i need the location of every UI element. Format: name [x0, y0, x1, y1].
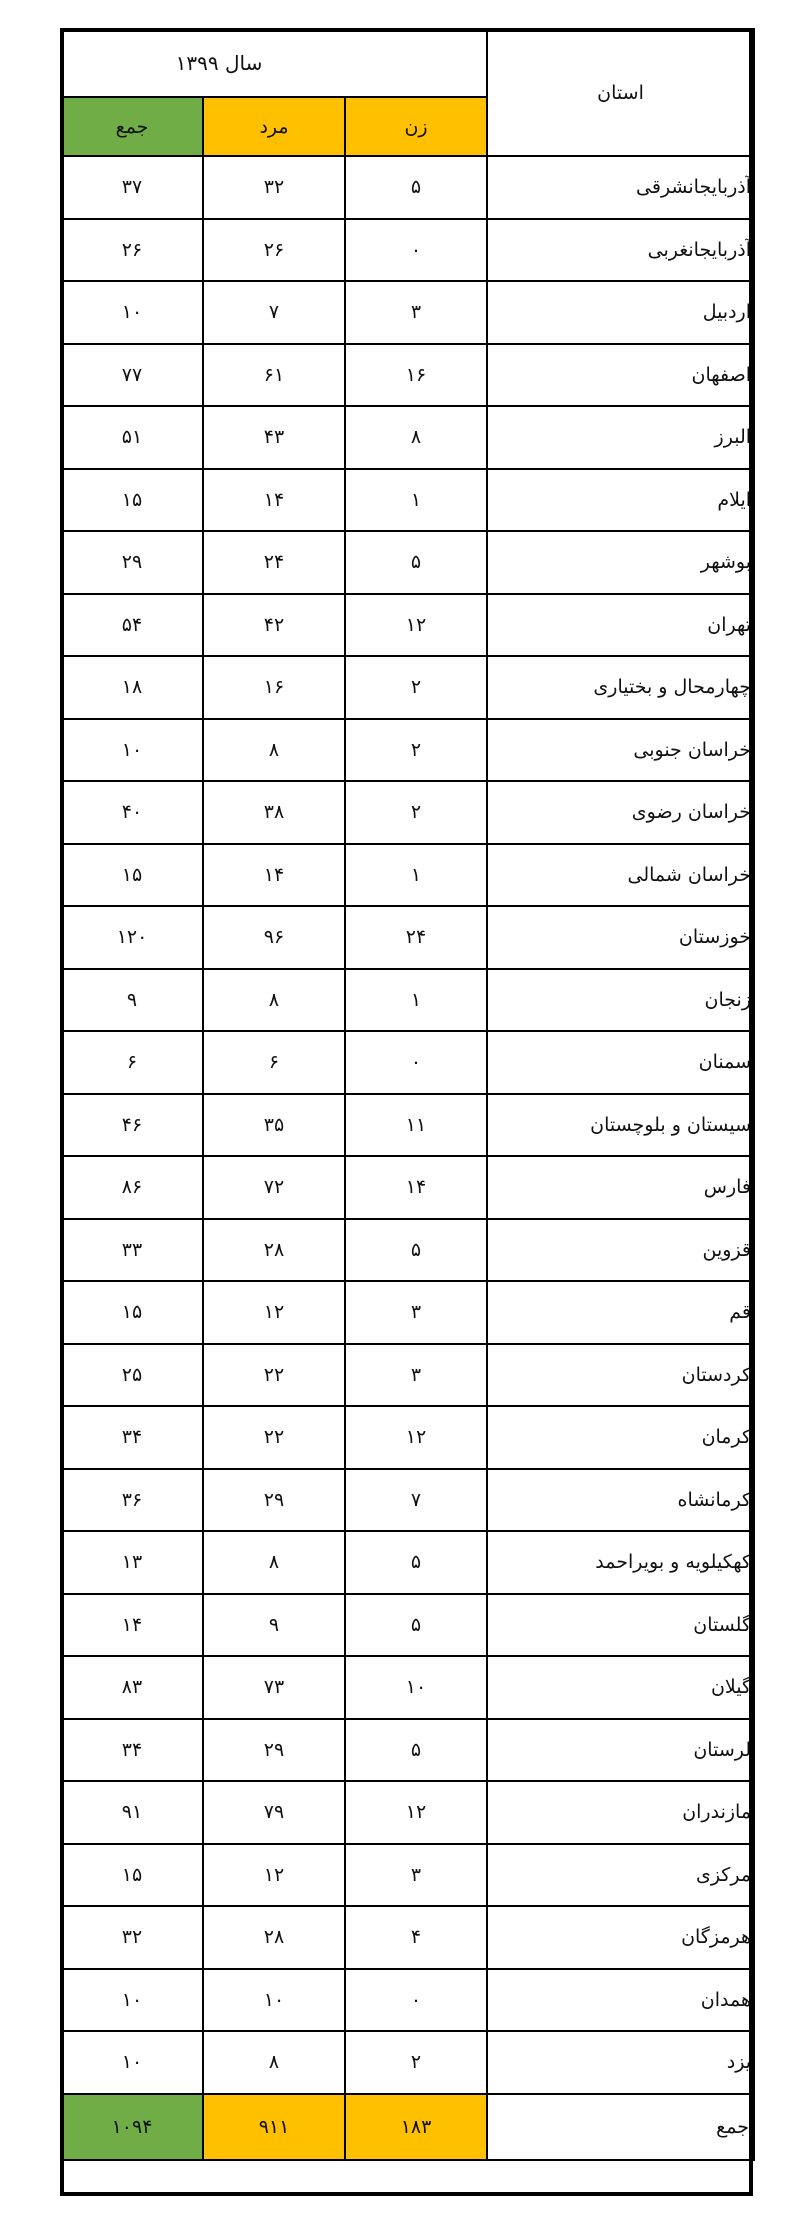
- women-cell: ۱۴: [345, 1156, 487, 1219]
- women-cell: ۳: [345, 1344, 487, 1407]
- men-cell: ۸: [203, 2031, 345, 2094]
- total-cell: ۴۶: [61, 1094, 203, 1157]
- men-cell: ۲۲: [203, 1406, 345, 1469]
- totals-label: جمع: [487, 2094, 754, 2160]
- province-cell: مرکزی: [487, 1844, 754, 1907]
- men-cell: ۶: [203, 1031, 345, 1094]
- men-cell: ۱۲: [203, 1844, 345, 1907]
- province-cell: آذربایجانغربی: [487, 219, 754, 282]
- men-cell: ۴۳: [203, 406, 345, 469]
- total-cell: ۱۵: [61, 469, 203, 532]
- women-cell: ۴: [345, 1906, 487, 1969]
- women-cell: ۵: [345, 1531, 487, 1594]
- province-cell: کرمانشاه: [487, 1469, 754, 1532]
- men-cell: ۲۹: [203, 1719, 345, 1782]
- women-cell: ۱: [345, 844, 487, 907]
- province-cell: تهران: [487, 594, 754, 657]
- men-cell: ۱۴: [203, 469, 345, 532]
- total-cell: ۱۲۰: [61, 906, 203, 969]
- total-cell: ۱۰: [61, 1969, 203, 2032]
- total-cell: ۸۶: [61, 1156, 203, 1219]
- province-cell: اصفهان: [487, 344, 754, 407]
- women-cell: ۱: [345, 469, 487, 532]
- men-cell: ۹۶: [203, 906, 345, 969]
- men-cell: ۲۸: [203, 1906, 345, 1969]
- total-cell: ۴۰: [61, 781, 203, 844]
- total-cell: ۳۴: [61, 1406, 203, 1469]
- women-total-cell: ۱۸۳: [345, 2094, 487, 2160]
- men-cell: ۸: [203, 969, 345, 1032]
- women-cell: ۳: [345, 281, 487, 344]
- women-cell: ۵: [345, 156, 487, 219]
- province-cell: بوشهر: [487, 531, 754, 594]
- total-cell: ۱۵: [61, 1844, 203, 1907]
- total-cell: ۳۶: [61, 1469, 203, 1532]
- women-cell: ۱: [345, 969, 487, 1032]
- women-cell: ۳: [345, 1844, 487, 1907]
- province-cell: همدان: [487, 1969, 754, 2032]
- men-cell: ۷۹: [203, 1781, 345, 1844]
- women-cell: ۱۲: [345, 594, 487, 657]
- men-cell: ۱۲: [203, 1281, 345, 1344]
- men-cell: ۱۶: [203, 656, 345, 719]
- province-cell: آذربایجانشرقی: [487, 156, 754, 219]
- total-cell: ۹۱: [61, 1781, 203, 1844]
- men-total-cell: ۹۱۱: [203, 2094, 345, 2160]
- total-cell: ۵۱: [61, 406, 203, 469]
- women-cell: ۱۶: [345, 344, 487, 407]
- women-column-header: زن: [345, 97, 487, 156]
- province-cell: چهارمحال و بختیاری: [487, 656, 754, 719]
- total-cell: ۱۳: [61, 1531, 203, 1594]
- men-cell: ۸: [203, 719, 345, 782]
- women-cell: ۵: [345, 1594, 487, 1657]
- women-cell: ۳: [345, 1281, 487, 1344]
- women-cell: ۸: [345, 406, 487, 469]
- women-cell: ۰: [345, 1031, 487, 1094]
- province-cell: هرمزگان: [487, 1906, 754, 1969]
- women-cell: ۱۰: [345, 1656, 487, 1719]
- province-cell: کردستان: [487, 1344, 754, 1407]
- total-cell: ۳۷: [61, 156, 203, 219]
- total-cell: ۲۵: [61, 1344, 203, 1407]
- total-cell: ۹: [61, 969, 203, 1032]
- province-cell: سمنان: [487, 1031, 754, 1094]
- men-cell: ۲۹: [203, 1469, 345, 1532]
- women-cell: ۵: [345, 1719, 487, 1782]
- grand-total-cell: ۱۰۹۴: [61, 2094, 203, 2160]
- men-cell: ۳۸: [203, 781, 345, 844]
- men-cell: ۸: [203, 1531, 345, 1594]
- province-cell: گلستان: [487, 1594, 754, 1657]
- men-cell: ۶۱: [203, 344, 345, 407]
- women-cell: ۲: [345, 656, 487, 719]
- women-cell: ۷: [345, 1469, 487, 1532]
- total-cell: ۲۶: [61, 219, 203, 282]
- province-cell: خراسان شمالی: [487, 844, 754, 907]
- women-cell: ۵: [345, 1219, 487, 1282]
- province-cell: قم: [487, 1281, 754, 1344]
- province-cell: فارس: [487, 1156, 754, 1219]
- total-cell: ۳۳: [61, 1219, 203, 1282]
- province-cell: اردبیل: [487, 281, 754, 344]
- men-cell: ۷: [203, 281, 345, 344]
- women-cell: ۰: [345, 219, 487, 282]
- men-cell: ۲۴: [203, 531, 345, 594]
- men-cell: ۷۲: [203, 1156, 345, 1219]
- total-cell: ۶: [61, 1031, 203, 1094]
- total-cell: ۱۵: [61, 1281, 203, 1344]
- women-cell: ۲: [345, 719, 487, 782]
- women-cell: ۵: [345, 531, 487, 594]
- men-cell: ۱۴: [203, 844, 345, 907]
- men-cell: ۴۲: [203, 594, 345, 657]
- table-outer-border: [60, 28, 753, 2196]
- province-cell: خراسان رضوی: [487, 781, 754, 844]
- province-cell: گیلان: [487, 1656, 754, 1719]
- province-cell: ایلام: [487, 469, 754, 532]
- province-column-header: استان: [487, 29, 754, 156]
- women-cell: ۱۲: [345, 1781, 487, 1844]
- total-cell: ۸۳: [61, 1656, 203, 1719]
- men-cell: ۲۲: [203, 1344, 345, 1407]
- men-cell: ۷۳: [203, 1656, 345, 1719]
- women-cell: ۲: [345, 781, 487, 844]
- men-cell: ۱۰: [203, 1969, 345, 2032]
- total-cell: ۳۲: [61, 1906, 203, 1969]
- total-column-header: جمع: [61, 97, 203, 156]
- province-cell: سیستان و بلوچستان: [487, 1094, 754, 1157]
- total-cell: ۱۰: [61, 281, 203, 344]
- province-cell: زنجان: [487, 969, 754, 1032]
- total-cell: ۱۸: [61, 656, 203, 719]
- year-header: سال ۱۳۹۹: [61, 29, 487, 97]
- total-cell: ۲۹: [61, 531, 203, 594]
- province-cell: البرز: [487, 406, 754, 469]
- men-cell: ۲۶: [203, 219, 345, 282]
- province-cell: قزوین: [487, 1219, 754, 1282]
- men-cell: ۲۸: [203, 1219, 345, 1282]
- men-cell: ۳۲: [203, 156, 345, 219]
- total-cell: ۷۷: [61, 344, 203, 407]
- men-cell: ۹: [203, 1594, 345, 1657]
- women-cell: ۱۱: [345, 1094, 487, 1157]
- total-cell: ۱۴: [61, 1594, 203, 1657]
- total-cell: ۱۰: [61, 719, 203, 782]
- women-cell: ۲۴: [345, 906, 487, 969]
- men-column-header: مرد: [203, 97, 345, 156]
- total-cell: ۱۵: [61, 844, 203, 907]
- total-cell: ۵۴: [61, 594, 203, 657]
- province-cell: خراسان جنوبی: [487, 719, 754, 782]
- women-cell: ۰: [345, 1969, 487, 2032]
- province-cell: یزد: [487, 2031, 754, 2094]
- women-cell: ۱۲: [345, 1406, 487, 1469]
- total-cell: ۱۰: [61, 2031, 203, 2094]
- province-cell: کرمان: [487, 1406, 754, 1469]
- women-cell: ۲: [345, 2031, 487, 2094]
- province-cell: لرستان: [487, 1719, 754, 1782]
- province-cell: مازندران: [487, 1781, 754, 1844]
- men-cell: ۳۵: [203, 1094, 345, 1157]
- province-cell: خوزستان: [487, 906, 754, 969]
- total-cell: ۳۴: [61, 1719, 203, 1782]
- province-cell: کهکیلویه و بویراحمد: [487, 1531, 754, 1594]
